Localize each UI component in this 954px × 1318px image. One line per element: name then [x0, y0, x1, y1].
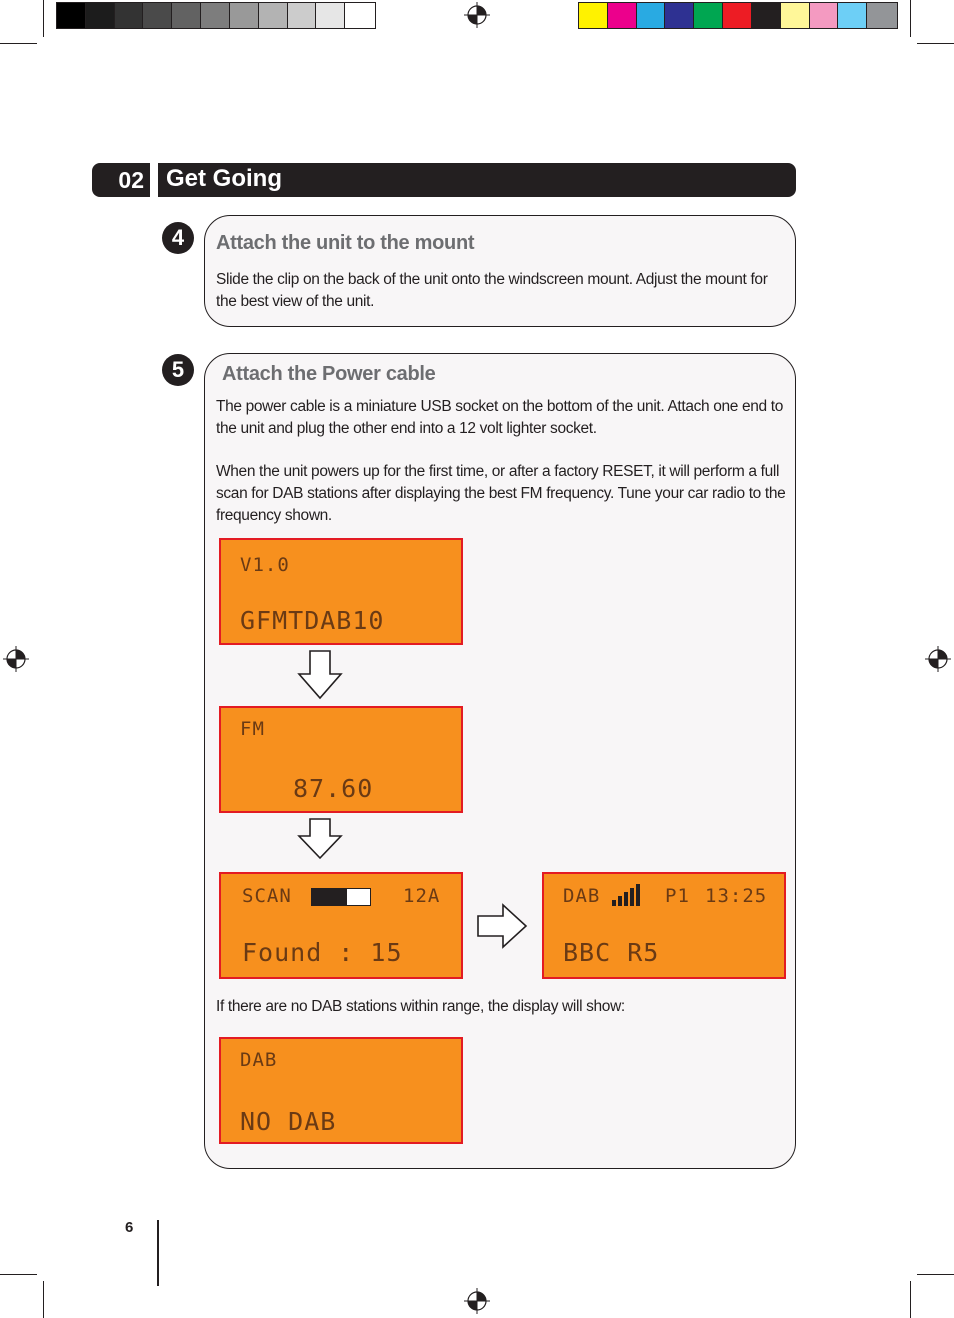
- signal-bar: [624, 892, 628, 906]
- lcd-no-dab-display: [219, 1037, 463, 1144]
- crop-mark: [0, 43, 37, 44]
- step-5-paragraph-1: The power cable is a miniature USB socket on the bottom of the unit. Attach one end to the unit and plug the other end into a 12 volt lighter socket.: [216, 398, 783, 437]
- lcd-scan-channel: 12A: [403, 885, 441, 907]
- step-badge-4: 4: [162, 222, 194, 254]
- step-5-paragraph-2: When the unit powers up for the first time, or after a factory RESET, it will perform a full scan for DAB stations after displaying the best FM frequency. Tune your car radio to the frequency shown.: [216, 463, 786, 524]
- lcd-dab-display: [542, 872, 786, 979]
- step-badge-5: 5: [162, 354, 194, 386]
- section-number: 02: [118, 167, 144, 193]
- step-4-panel: [204, 215, 796, 327]
- arrow-down-icon: [297, 818, 343, 860]
- header-divider: [150, 163, 158, 197]
- signal-strength-icon: [610, 882, 644, 906]
- registration-mark-icon: [464, 2, 490, 28]
- arrow-right-icon: [476, 903, 528, 949]
- signal-bar: [618, 896, 622, 906]
- lcd-scan-label: SCAN: [242, 885, 292, 907]
- crop-mark: [43, 1281, 44, 1318]
- lcd-fm-display: [219, 706, 463, 813]
- step-4-title: Attach the unit to the mount: [216, 232, 475, 254]
- lcd-line-2: GFMTDAB10: [240, 606, 385, 635]
- crop-mark: [0, 1274, 37, 1275]
- step-4-text: Slide the clip on the back of the unit onto the windscreen mount. Adjust the mount for the best view of the unit.: [216, 271, 768, 310]
- signal-bar: [612, 900, 616, 906]
- registration-mark-icon: [925, 646, 951, 672]
- lcd-dab-preset: P1: [665, 885, 690, 907]
- section-header: [92, 163, 796, 197]
- lcd-line-2: 87.60: [293, 774, 374, 803]
- registration-mark-icon: [3, 646, 29, 672]
- registration-mark-icon: [464, 1288, 490, 1314]
- no-dab-note: If there are no DAB stations within range, the display will show:: [216, 998, 625, 1015]
- scan-progress-fill: [312, 889, 347, 905]
- lcd-line-2: BBC R5: [563, 938, 660, 967]
- crop-mark: [910, 1281, 911, 1318]
- grayscale-color-bar: [56, 2, 376, 29]
- lcd-line-2: Found : 15: [242, 938, 403, 967]
- lcd-line-2: NO DAB: [240, 1107, 337, 1136]
- section-title: Get Going: [166, 165, 282, 192]
- lcd-line-1: FM: [240, 718, 265, 740]
- lcd-dab-label: DAB: [563, 885, 601, 907]
- crop-mark: [910, 0, 911, 37]
- step-5-title: Attach the Power cable: [222, 363, 436, 385]
- color-swatch-bar: [578, 2, 898, 29]
- crop-mark: [917, 1274, 954, 1275]
- arrow-down-icon: [297, 650, 343, 700]
- lcd-scan-display: [219, 872, 463, 979]
- page-number-divider: [157, 1220, 159, 1286]
- crop-mark: [917, 43, 954, 44]
- lcd-line-1: V1.0: [240, 554, 290, 576]
- lcd-dab-time: 13:25: [705, 885, 768, 907]
- signal-bar: [630, 888, 634, 906]
- signal-bar: [636, 884, 640, 906]
- scan-progress-bar: [311, 888, 371, 906]
- lcd-line-1: DAB: [240, 1049, 278, 1071]
- page-number: 6: [125, 1219, 134, 1236]
- lcd-version-display: [219, 538, 463, 645]
- crop-mark: [43, 0, 44, 37]
